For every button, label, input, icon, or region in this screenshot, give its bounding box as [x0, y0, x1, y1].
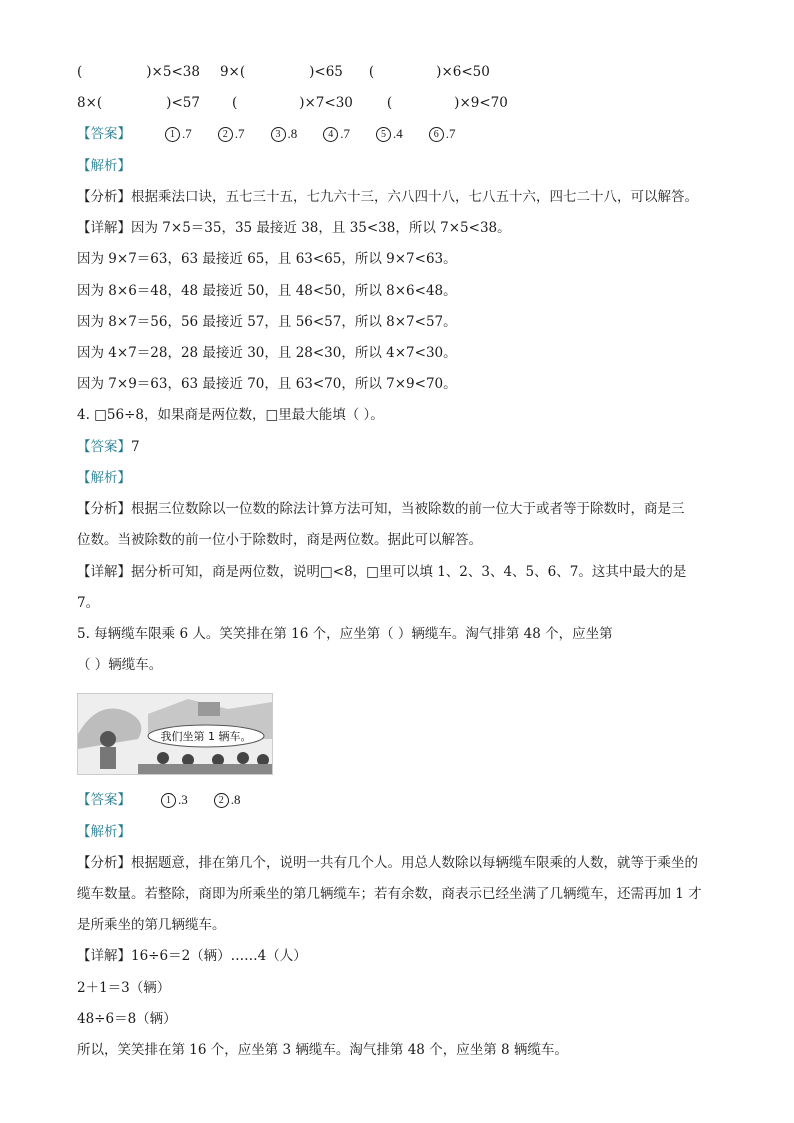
jiexi-label: 【解析】: [77, 824, 131, 840]
q3-answer-4: 4 .7: [323, 126, 350, 141]
q3-answer-6: 6 .7: [429, 126, 456, 141]
expr: )×5<38: [146, 64, 200, 80]
detail-text: 因为 7×5＝35，35 最接近 38，且 35<38，所以 7×5<38。: [131, 220, 511, 236]
q3-answer-line: [77, 124, 482, 144]
detail-label: 【详解】: [77, 220, 131, 236]
expr: )×9<70: [454, 95, 508, 111]
q3-analysis: [77, 187, 698, 207]
q3-answer-2: 2 .7: [218, 126, 245, 141]
q3-detail-3: 因为 8×6＝48，48 最接近 50，且 48<50，所以 8×6<48。: [77, 283, 457, 299]
blank-open: (: [231, 95, 238, 111]
circled-number: 1: [161, 793, 176, 808]
q4-detail-2: 7。: [77, 595, 100, 611]
circled-number: 2: [214, 793, 229, 808]
analysis-label: 【分析】: [77, 501, 131, 517]
detail-label: 【详解】: [77, 564, 131, 580]
q5-answer-2: 2 .8: [214, 792, 241, 807]
analysis-text: 根据乘法口诀，五七三十五，七九六十三，六八四十八，七八五十六，四七二十八，可以解答。: [131, 189, 698, 205]
jiexi-label: 【解析】: [77, 470, 131, 486]
q4-analysis-1: [77, 499, 685, 519]
q5-detail-1: [77, 946, 307, 966]
analysis-label: 【分析】: [77, 855, 131, 871]
q4-detail-1: [77, 562, 686, 582]
detail-text: 16÷6＝2（辆）……4（人）: [131, 948, 307, 964]
circled-number: 6: [429, 127, 444, 142]
expr: )×7<30: [299, 95, 353, 111]
detail-text: 据分析可知，商是两位数，说明□<8，□里可以填 1、2、3、4、5、6、7。这其中最大的是: [131, 564, 687, 580]
q3-detail-2: 因为 9×7＝63，63 最接近 65，且 63<65，所以 9×7<63。: [77, 251, 457, 267]
circled-number: 5: [376, 127, 391, 142]
q5-detail-3: 48÷6＝8（辆）: [77, 1011, 177, 1027]
q4-answer: 7: [131, 439, 140, 455]
q3-answer-1: 1 .7: [165, 126, 192, 141]
q5-answer-1: 1 .3: [161, 792, 188, 807]
q5-detail-4: 所以，笑笑排在第 16 个，应坐第 3 辆缆车。淘气排第 48 个，应坐第 8 辆缆车。: [77, 1042, 568, 1058]
analysis-text: 根据三位数除以一位数的除法计算方法可知，当被除数的前一位大于或者等于除数时，商是三: [131, 501, 685, 517]
answer-label: 【答案】: [77, 126, 131, 142]
circled-number: 2: [218, 127, 233, 142]
expr: 8×(: [77, 95, 103, 111]
blank-open: (: [77, 64, 83, 80]
blank-open: (: [368, 64, 375, 80]
q3-detail-6: 因为 7×9＝63，63 最接近 70，且 63<70，所以 7×9<70。: [77, 376, 457, 392]
expr: )<65: [309, 64, 343, 80]
q5-analysis-1: [77, 853, 698, 873]
exercise-row-2: [77, 93, 508, 113]
circled-number: 3: [271, 127, 286, 142]
circled-number: 1: [165, 127, 180, 142]
circled-number: 4: [323, 127, 338, 142]
q3-answer-3: 3 .8: [271, 126, 298, 141]
answer-label: 【答案】: [77, 792, 131, 808]
q5-answer-line: [77, 790, 267, 810]
illustration-drawing: [78, 694, 272, 774]
q5-question-1: 5. 每辆缆车限乘 6 人。笑笑排在第 16 个，应坐第（ ）辆缆车。淘气排第 48 个，应坐第: [77, 626, 613, 642]
q3-answer-5: 5 .4: [376, 126, 403, 141]
q3-detail-4: 因为 8×7＝56，56 最接近 57，且 56<57，所以 8×7<57。: [77, 314, 457, 330]
q5-analysis-3: 是所乘坐的第几辆缆车。: [77, 917, 226, 933]
expr: )×6<50: [436, 64, 490, 80]
detail-label: 【详解】: [77, 948, 131, 964]
exercise-row-1: [77, 62, 490, 82]
q4-question: 4. □56÷8，如果商是两位数，□里最大能填（ ）。: [77, 407, 384, 423]
q5-analysis-2: 缆车数量。若整除，商即为所乘坐的第几辆缆车；若有余数，商表示已经坐满了几辆缆车，还需再加 1 才: [77, 886, 702, 902]
q5-detail-2: 2＋1＝3（辆）: [77, 980, 171, 996]
q4-answer-line: [77, 437, 140, 457]
q4-analysis-2: 位数。当被除数的前一位小于除数时，商是两位数。据此可以解答。: [77, 532, 482, 548]
analysis-text: 根据题意，排在第几个，说明一共有几个人。用总人数除以每辆缆车限乘的人数，就等于乘坐的: [131, 855, 698, 871]
analysis-label: 【分析】: [77, 189, 131, 205]
jiexi-label: 【解析】: [77, 158, 131, 174]
blank-open: (: [386, 95, 393, 111]
expr: 9×(: [219, 64, 246, 80]
q5-question-2: （ ）辆缆车。: [77, 657, 163, 673]
answer-label: 【答案】: [77, 439, 131, 455]
q3-detail-5: 因为 4×7＝28，28 最接近 30，且 28<30，所以 4×7<30。: [77, 345, 457, 361]
q3-detail-1: [77, 218, 511, 238]
illustration-caption: 我们坐第 1 辆车。: [160, 730, 252, 743]
expr: )<57: [166, 95, 200, 111]
cable-car-illustration: [77, 693, 273, 775]
